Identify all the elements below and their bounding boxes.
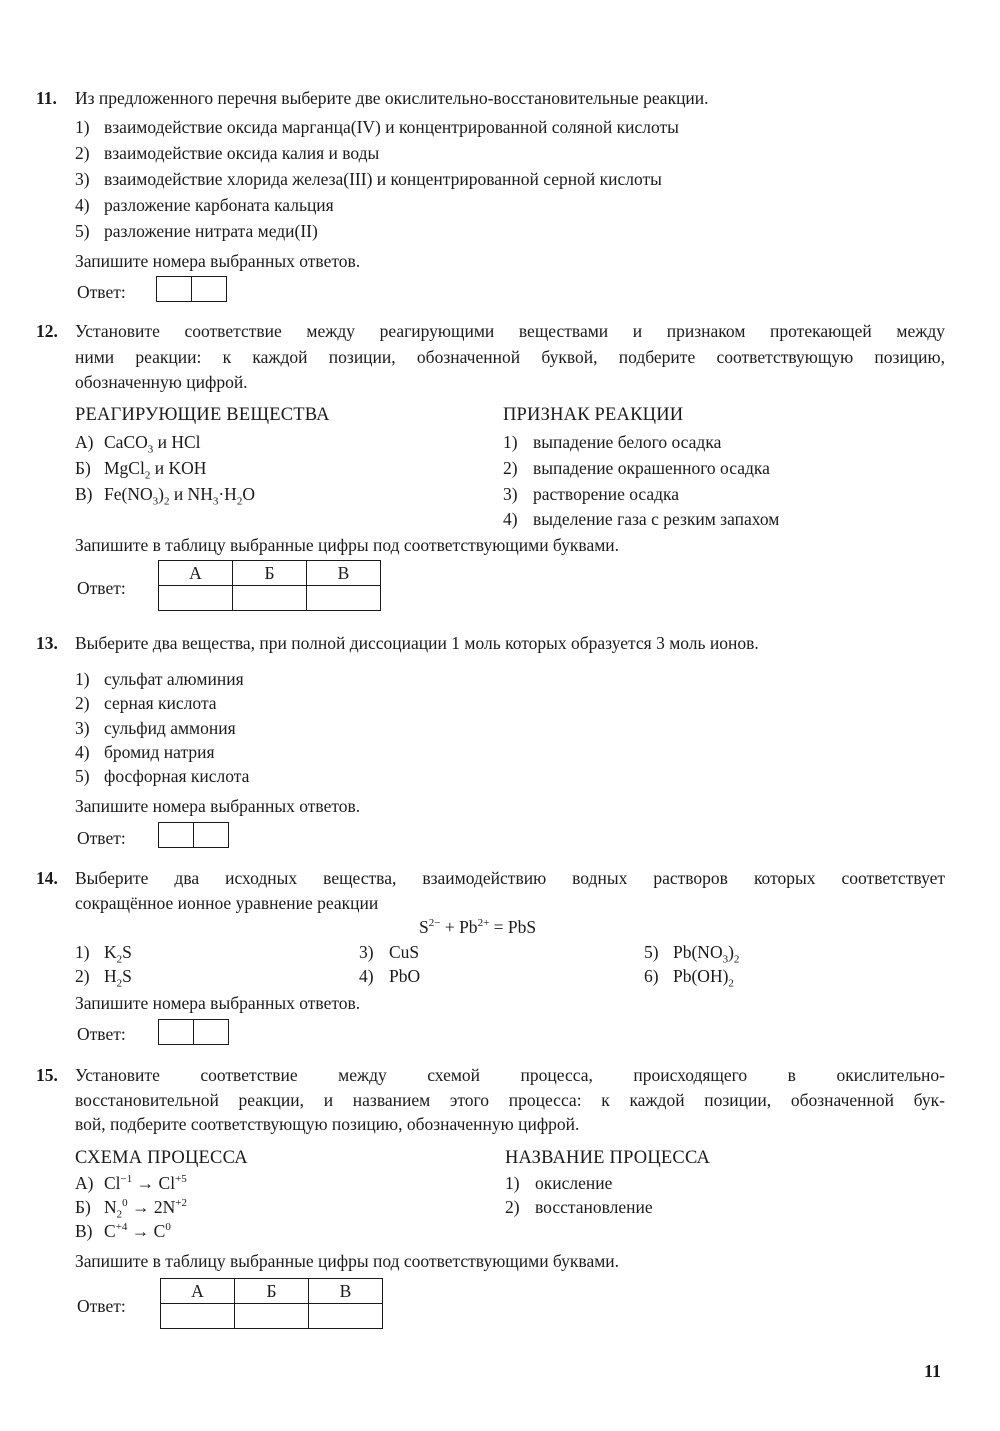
q13-option-2: серная кислота bbox=[104, 693, 217, 713]
q15-text-line-1: Установите соответствие между схемой процесса, происходящего в окислительно- bbox=[75, 1065, 945, 1085]
q15-answer-cell-a[interactable] bbox=[161, 1304, 235, 1329]
q12-answer-table bbox=[158, 560, 381, 611]
q12-left-item-b: MgCl$_2$ и KOH bbox=[104, 458, 207, 482]
q15-answer-table bbox=[160, 1278, 383, 1329]
q15-right-heading: НАЗВАНИЕ ПРОЦЕССА bbox=[505, 1148, 711, 1168]
q11-answer-label: Ответ: bbox=[77, 282, 126, 302]
q12-left-item-c-letter: В) bbox=[75, 484, 93, 504]
q14-number: 14. bbox=[36, 868, 58, 888]
q14-text-line-1: Выберите два исходных вещества, взаимодействию водных растворов которых соответствует bbox=[75, 868, 945, 888]
q12-instruction: Запишите в таблицу выбранные цифры под соответствующими буквами. bbox=[75, 535, 620, 555]
q14-option-2: $H_2S$ bbox=[104, 966, 132, 990]
q13-option-4: бромид натрия bbox=[104, 742, 215, 762]
q12-answer-cell-b[interactable] bbox=[233, 586, 307, 611]
q14-option-1-number: 1) bbox=[75, 942, 90, 962]
arrow-right-icon: → bbox=[127, 1221, 154, 1241]
q11-option-1: взаимодействие оксида марганца(IV) и концентрированной соляной кислоты bbox=[104, 117, 679, 137]
q12-right-item-3: растворение осадка bbox=[533, 484, 680, 504]
q11-answer-box-1[interactable] bbox=[157, 277, 191, 301]
q11-answer-boxes[interactable] bbox=[156, 276, 227, 302]
q12-table-header-a: А bbox=[159, 561, 233, 586]
q13-answer-box-2[interactable] bbox=[193, 823, 228, 847]
q15-instruction: Запишите в таблицу выбранные цифры под соответствующими буквами. bbox=[75, 1251, 620, 1271]
q15-table-header-a: А bbox=[161, 1279, 235, 1304]
q13-option-3: сульфид аммония bbox=[104, 718, 236, 738]
q14-answer-boxes[interactable] bbox=[158, 1019, 229, 1045]
q14-option-6: $Pb(OH)_2$ bbox=[673, 966, 734, 990]
q12-table-header-b: Б bbox=[233, 561, 307, 586]
q11-instruction: Запишите номера выбранных ответов. bbox=[75, 251, 361, 271]
q12-left-item-b-letter: Б) bbox=[75, 458, 91, 478]
q12-left-item-a: CaCO$_3$ и HCl bbox=[104, 432, 201, 456]
q14-option-2-number: 2) bbox=[75, 966, 90, 986]
q14-option-5-number: 5) bbox=[644, 942, 659, 962]
q12-answer-cell-c[interactable] bbox=[307, 586, 381, 611]
q12-left-item-c: $Fe(NO_3)_2$ и $NH_3\cdot H_2O$ bbox=[104, 484, 255, 508]
q12-right-item-1-number: 1) bbox=[503, 432, 518, 452]
q15-left-item-c: $C^{+4} \to C^0$ bbox=[104, 1221, 171, 1241]
q14-equation: $S^{2-} + Pb^{2+}$ = PbS bbox=[419, 917, 537, 937]
q12-answer-cell-a[interactable] bbox=[159, 586, 233, 611]
q13-option-5: фосфорная кислота bbox=[104, 766, 250, 786]
q12-answer-label: Ответ: bbox=[77, 578, 126, 598]
q13-option-1: сульфат алюминия bbox=[104, 669, 244, 689]
q14-answer-box-1[interactable] bbox=[159, 1020, 193, 1044]
q15-right-item-1: окисление bbox=[535, 1173, 613, 1193]
q11-option-3: взаимодействие хлорида железа(III) и концентрированной серной кислоты bbox=[104, 169, 662, 189]
q14-instruction: Запишите номера выбранных ответов. bbox=[75, 993, 361, 1013]
q12-right-item-3-number: 3) bbox=[503, 484, 518, 504]
q13-option-3-number: 3) bbox=[75, 718, 90, 738]
arrow-right-icon: → bbox=[127, 1197, 154, 1217]
q15-answer-cell-c[interactable] bbox=[309, 1304, 383, 1329]
q14-option-4: PbO bbox=[389, 966, 421, 986]
q11-option-5: разложение нитрата меди(II) bbox=[104, 221, 318, 241]
q13-text: Выберите два вещества, при полной диссоциации 1 моль которых образуется 3 моль ионов. bbox=[75, 633, 759, 653]
q12-table-header-c: В bbox=[307, 561, 381, 586]
q12-left-heading: РЕАГИРУЮЩИЕ ВЕЩЕСТВА bbox=[75, 405, 330, 425]
q12-text-line-2: ними реакции: к каждой позиции, обозначенной буквой, подберите соответствующую позицию, bbox=[75, 347, 945, 367]
q11-text: Из предложенного перечня выберите две окислительно-восстановительные реакции. bbox=[75, 88, 709, 108]
q15-table-header-b: Б bbox=[235, 1279, 309, 1304]
q11-option-1-number: 1) bbox=[75, 117, 90, 137]
q12-right-item-4-number: 4) bbox=[503, 509, 518, 529]
q13-option-5-number: 5) bbox=[75, 766, 90, 786]
q11-option-4-number: 4) bbox=[75, 195, 90, 215]
q15-right-item-2-number: 2) bbox=[505, 1197, 520, 1217]
q15-table-header-c: В bbox=[309, 1279, 383, 1304]
q13-answer-boxes[interactable] bbox=[158, 822, 229, 848]
q14-option-1: $K_2S$ bbox=[104, 942, 132, 966]
q12-right-item-2-number: 2) bbox=[503, 458, 518, 478]
q13-option-1-number: 1) bbox=[75, 669, 90, 689]
q13-number: 13. bbox=[36, 633, 58, 653]
q13-option-2-number: 2) bbox=[75, 693, 90, 713]
q15-text-line-3: вой, подберите соответствующую позицию, обозначенную цифрой. bbox=[75, 1114, 580, 1134]
q12-left-item-a-letter: А) bbox=[75, 432, 94, 452]
q12-right-item-1: выпадение белого осадка bbox=[533, 432, 722, 452]
q15-left-item-b: $N_2^0 \to 2N^{+2}$ bbox=[104, 1197, 187, 1221]
q13-answer-box-1[interactable] bbox=[159, 823, 193, 847]
q11-option-2: взаимодействие оксида калия и воды bbox=[104, 143, 380, 163]
q12-right-heading: ПРИЗНАК РЕАКЦИИ bbox=[503, 405, 684, 425]
q15-right-item-2: восстановление bbox=[535, 1197, 653, 1217]
q11-answer-box-2[interactable] bbox=[191, 277, 226, 301]
q15-left-item-a: $Cl^{-1} \to Cl^{+5}$ bbox=[104, 1173, 187, 1193]
q15-left-item-c-letter: В) bbox=[75, 1221, 93, 1241]
q14-option-6-number: 6) bbox=[644, 966, 659, 986]
q11-number: 11. bbox=[36, 88, 57, 108]
q12-number: 12. bbox=[36, 321, 58, 341]
page-number: 11 bbox=[924, 1361, 942, 1381]
q11-option-3-number: 3) bbox=[75, 169, 90, 189]
q11-option-4: разложение карбоната кальция bbox=[104, 195, 334, 215]
q11-option-5-number: 5) bbox=[75, 221, 90, 241]
q11-option-2-number: 2) bbox=[75, 143, 90, 163]
q12-right-item-4: выделение газа с резким запахом bbox=[533, 509, 780, 529]
q14-option-3: CuS bbox=[389, 942, 420, 962]
q13-instruction: Запишите номера выбранных ответов. bbox=[75, 796, 361, 816]
q15-right-item-1-number: 1) bbox=[505, 1173, 520, 1193]
q12-text-line-3: обозначенную цифрой. bbox=[75, 372, 248, 392]
q15-answer-label: Ответ: bbox=[77, 1296, 126, 1316]
q14-option-5: $Pb(NO_3)_2$ bbox=[673, 942, 740, 966]
q15-left-item-b-letter: Б) bbox=[75, 1197, 91, 1217]
arrow-right-icon: → bbox=[132, 1173, 159, 1193]
q14-answer-label: Ответ: bbox=[77, 1024, 126, 1044]
q13-answer-label: Ответ: bbox=[77, 828, 126, 848]
q14-answer-box-2[interactable] bbox=[193, 1020, 228, 1044]
q15-left-item-a-letter: А) bbox=[75, 1173, 94, 1193]
q15-answer-cell-b[interactable] bbox=[235, 1304, 309, 1329]
q15-text-line-2: восстановительной реакции, и названием этого процесса: к каждой позиции, обозначенной бук- bbox=[75, 1090, 945, 1110]
q14-text-line-2: сокращённое ионное уравнение реакции bbox=[75, 893, 379, 913]
q15-left-heading: СХЕМА ПРОЦЕССА bbox=[75, 1148, 248, 1168]
q14-option-4-number: 4) bbox=[359, 966, 374, 986]
q12-text-line-1: Установите соответствие между реагирующими веществами и признаком протекающей между bbox=[75, 321, 945, 341]
q13-option-4-number: 4) bbox=[75, 742, 90, 762]
q12-right-item-2: выпадение окрашенного осадка bbox=[533, 458, 770, 478]
q14-option-3-number: 3) bbox=[359, 942, 374, 962]
q15-number: 15. bbox=[36, 1065, 58, 1085]
